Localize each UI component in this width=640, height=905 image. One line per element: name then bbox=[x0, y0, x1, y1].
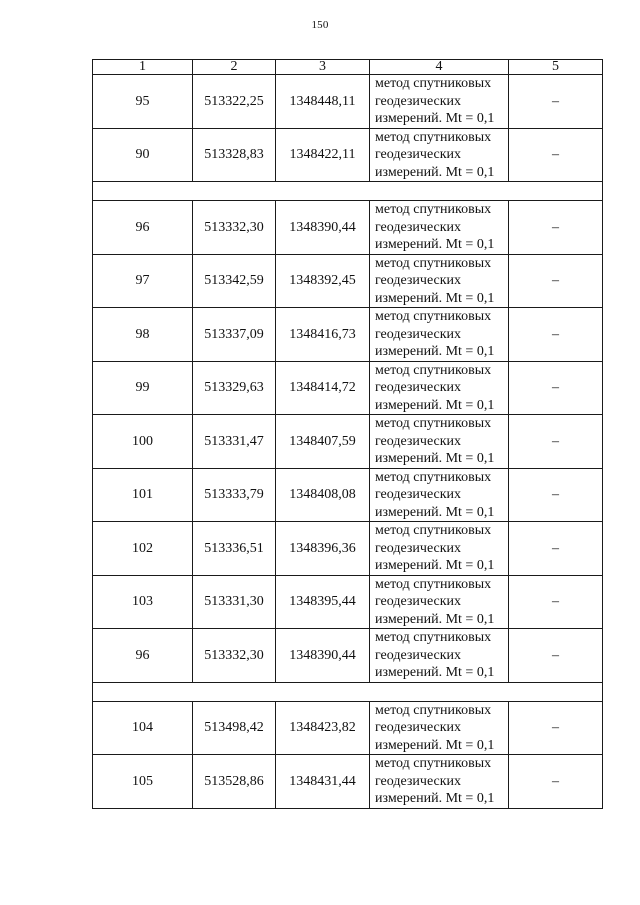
method-line: геодезических bbox=[375, 380, 462, 395]
y-coordinate-cell: 1348396,36 bbox=[276, 522, 370, 576]
separator-cell bbox=[93, 682, 603, 701]
point-number-cell: 102 bbox=[93, 522, 193, 576]
table-separator-row bbox=[93, 682, 603, 701]
method-line: метод спутниковых bbox=[375, 630, 492, 645]
method-cell bbox=[370, 254, 509, 308]
method-cell bbox=[370, 361, 509, 415]
note-cell: – bbox=[509, 201, 603, 255]
note-cell: – bbox=[509, 468, 603, 522]
x-coordinate-cell: 513336,51 bbox=[193, 522, 276, 576]
note-cell: – bbox=[509, 522, 603, 576]
point-number-cell: 105 bbox=[93, 755, 193, 809]
x-coordinate-cell: 513332,30 bbox=[193, 201, 276, 255]
x-coordinate-cell: 513528,86 bbox=[193, 755, 276, 809]
method-line: метод спутниковых bbox=[375, 469, 492, 485]
method-line: измерений. Mt = 0,1 bbox=[375, 290, 495, 306]
note-cell: – bbox=[509, 629, 603, 683]
note-cell: – bbox=[509, 308, 603, 362]
method-line: геодезических bbox=[375, 219, 462, 235]
y-coordinate-cell: 1348392,45 bbox=[276, 254, 370, 308]
method-cell bbox=[370, 701, 509, 755]
table-row bbox=[93, 522, 603, 576]
point-number-cell: 95 bbox=[93, 75, 193, 129]
y-coordinate-cell: 1348408,08 bbox=[276, 468, 370, 522]
method-cell bbox=[370, 128, 509, 182]
method-line: измерений. Mt = 0,1 bbox=[375, 665, 495, 680]
y-coordinate-cell: 1348422,11 bbox=[276, 128, 370, 182]
method-line: геодезических bbox=[375, 773, 462, 789]
method-line: метод спутниковых bbox=[375, 255, 492, 271]
x-coordinate-cell: 513331,30 bbox=[193, 575, 276, 629]
method-line: геодезических bbox=[375, 594, 462, 609]
note-cell: – bbox=[509, 128, 603, 182]
y-coordinate-cell: 1348390,44 bbox=[276, 629, 370, 683]
column-header: 1 bbox=[93, 60, 193, 75]
x-coordinate-cell: 513329,63 bbox=[193, 361, 276, 415]
method-line: метод спутниковых bbox=[375, 129, 492, 145]
y-coordinate-cell: 1348414,72 bbox=[276, 361, 370, 415]
method-line: метод спутниковых bbox=[375, 76, 492, 91]
method-cell bbox=[370, 75, 509, 129]
table-row bbox=[93, 755, 603, 809]
method-line: измерений. Mt = 0,1 bbox=[375, 111, 495, 126]
method-line: измерений. Mt = 0,1 bbox=[375, 737, 495, 753]
table-row bbox=[93, 415, 603, 469]
method-line: метод спутниковых bbox=[375, 416, 492, 431]
point-number-cell: 103 bbox=[93, 575, 193, 629]
method-line: метод спутниковых bbox=[375, 309, 492, 324]
method-cell bbox=[370, 308, 509, 362]
method-line: геодезических bbox=[375, 647, 462, 663]
separator-cell bbox=[93, 182, 603, 201]
method-line: метод спутниковых bbox=[375, 523, 492, 538]
y-coordinate-cell: 1348448,11 bbox=[276, 75, 370, 129]
method-line: геодезических bbox=[375, 93, 462, 109]
column-header: 4 bbox=[370, 60, 509, 75]
method-line: метод спутниковых bbox=[375, 202, 492, 217]
x-coordinate-cell: 513322,25 bbox=[193, 75, 276, 129]
y-coordinate-cell: 1348416,73 bbox=[276, 308, 370, 362]
column-header: 3 bbox=[276, 60, 370, 75]
y-coordinate-cell: 1348390,44 bbox=[276, 201, 370, 255]
x-coordinate-cell: 513333,79 bbox=[193, 468, 276, 522]
method-line: метод спутниковых bbox=[375, 576, 492, 592]
method-line: измерений. Mt = 0,1 bbox=[375, 504, 495, 520]
table-row bbox=[93, 575, 603, 629]
method-line: измерений. Mt = 0,1 bbox=[375, 164, 495, 180]
method-cell bbox=[370, 415, 509, 469]
point-number-cell: 99 bbox=[93, 361, 193, 415]
note-cell: – bbox=[509, 575, 603, 629]
point-number-cell: 104 bbox=[93, 701, 193, 755]
table-row bbox=[93, 308, 603, 362]
table-row bbox=[93, 701, 603, 755]
point-number-cell: 97 bbox=[93, 254, 193, 308]
method-cell bbox=[370, 755, 509, 809]
note-cell: – bbox=[509, 361, 603, 415]
method-cell bbox=[370, 629, 509, 683]
point-number-cell: 96 bbox=[93, 629, 193, 683]
point-number-cell: 100 bbox=[93, 415, 193, 469]
note-cell: – bbox=[509, 75, 603, 129]
note-cell: – bbox=[509, 254, 603, 308]
method-line: геодезических bbox=[375, 540, 462, 556]
column-header: 5 bbox=[509, 60, 603, 75]
method-line: геодезических bbox=[375, 326, 462, 342]
column-header: 2 bbox=[193, 60, 276, 75]
method-line: измерений. Mt = 0,1 bbox=[375, 397, 495, 413]
x-coordinate-cell: 513498,42 bbox=[193, 701, 276, 755]
page-number: 150 bbox=[311, 19, 329, 31]
point-number-cell: 101 bbox=[93, 468, 193, 522]
table-row bbox=[93, 201, 603, 255]
note-cell: – bbox=[509, 755, 603, 809]
y-coordinate-cell: 1348407,59 bbox=[276, 415, 370, 469]
method-line: измерений. Mt = 0,1 bbox=[375, 237, 495, 252]
method-line: геодезических bbox=[375, 147, 462, 162]
table-row bbox=[93, 254, 603, 308]
method-line: измерений. Mt = 0,1 bbox=[375, 791, 495, 806]
method-line: геодезических bbox=[375, 433, 462, 449]
y-coordinate-cell: 1348423,82 bbox=[276, 701, 370, 755]
table-body bbox=[93, 60, 603, 809]
x-coordinate-cell: 513332,30 bbox=[193, 629, 276, 683]
table-row bbox=[93, 361, 603, 415]
method-line: метод спутниковых bbox=[375, 702, 492, 718]
y-coordinate-cell: 1348431,44 bbox=[276, 755, 370, 809]
table-row bbox=[93, 128, 603, 182]
method-line: геодезических bbox=[375, 720, 462, 735]
y-coordinate-cell: 1348395,44 bbox=[276, 575, 370, 629]
method-line: измерений. Mt = 0,1 bbox=[375, 344, 495, 359]
table-row bbox=[93, 629, 603, 683]
table-header-row bbox=[93, 60, 603, 75]
x-coordinate-cell: 513342,59 bbox=[193, 254, 276, 308]
table-row bbox=[93, 468, 603, 522]
method-line: метод спутниковых bbox=[375, 756, 492, 771]
method-line: измерений. Mt = 0,1 bbox=[375, 611, 495, 627]
table-separator-row bbox=[93, 182, 603, 201]
x-coordinate-cell: 513331,47 bbox=[193, 415, 276, 469]
note-cell: – bbox=[509, 415, 603, 469]
method-cell bbox=[370, 468, 509, 522]
method-cell bbox=[370, 522, 509, 576]
x-coordinate-cell: 513328,83 bbox=[193, 128, 276, 182]
point-number-cell: 98 bbox=[93, 308, 193, 362]
method-cell bbox=[370, 575, 509, 629]
point-number-cell: 90 bbox=[93, 128, 193, 182]
note-cell: – bbox=[509, 701, 603, 755]
method-line: метод спутниковых bbox=[375, 362, 492, 378]
point-number-cell: 96 bbox=[93, 201, 193, 255]
method-cell bbox=[370, 201, 509, 255]
method-line: геодезических bbox=[375, 487, 462, 502]
method-line: геодезических bbox=[375, 273, 462, 288]
x-coordinate-cell: 513337,09 bbox=[193, 308, 276, 362]
table-row bbox=[93, 75, 603, 129]
coordinates-table bbox=[92, 59, 603, 809]
method-line: измерений. Mt = 0,1 bbox=[375, 451, 495, 466]
method-line: измерений. Mt = 0,1 bbox=[375, 558, 495, 573]
